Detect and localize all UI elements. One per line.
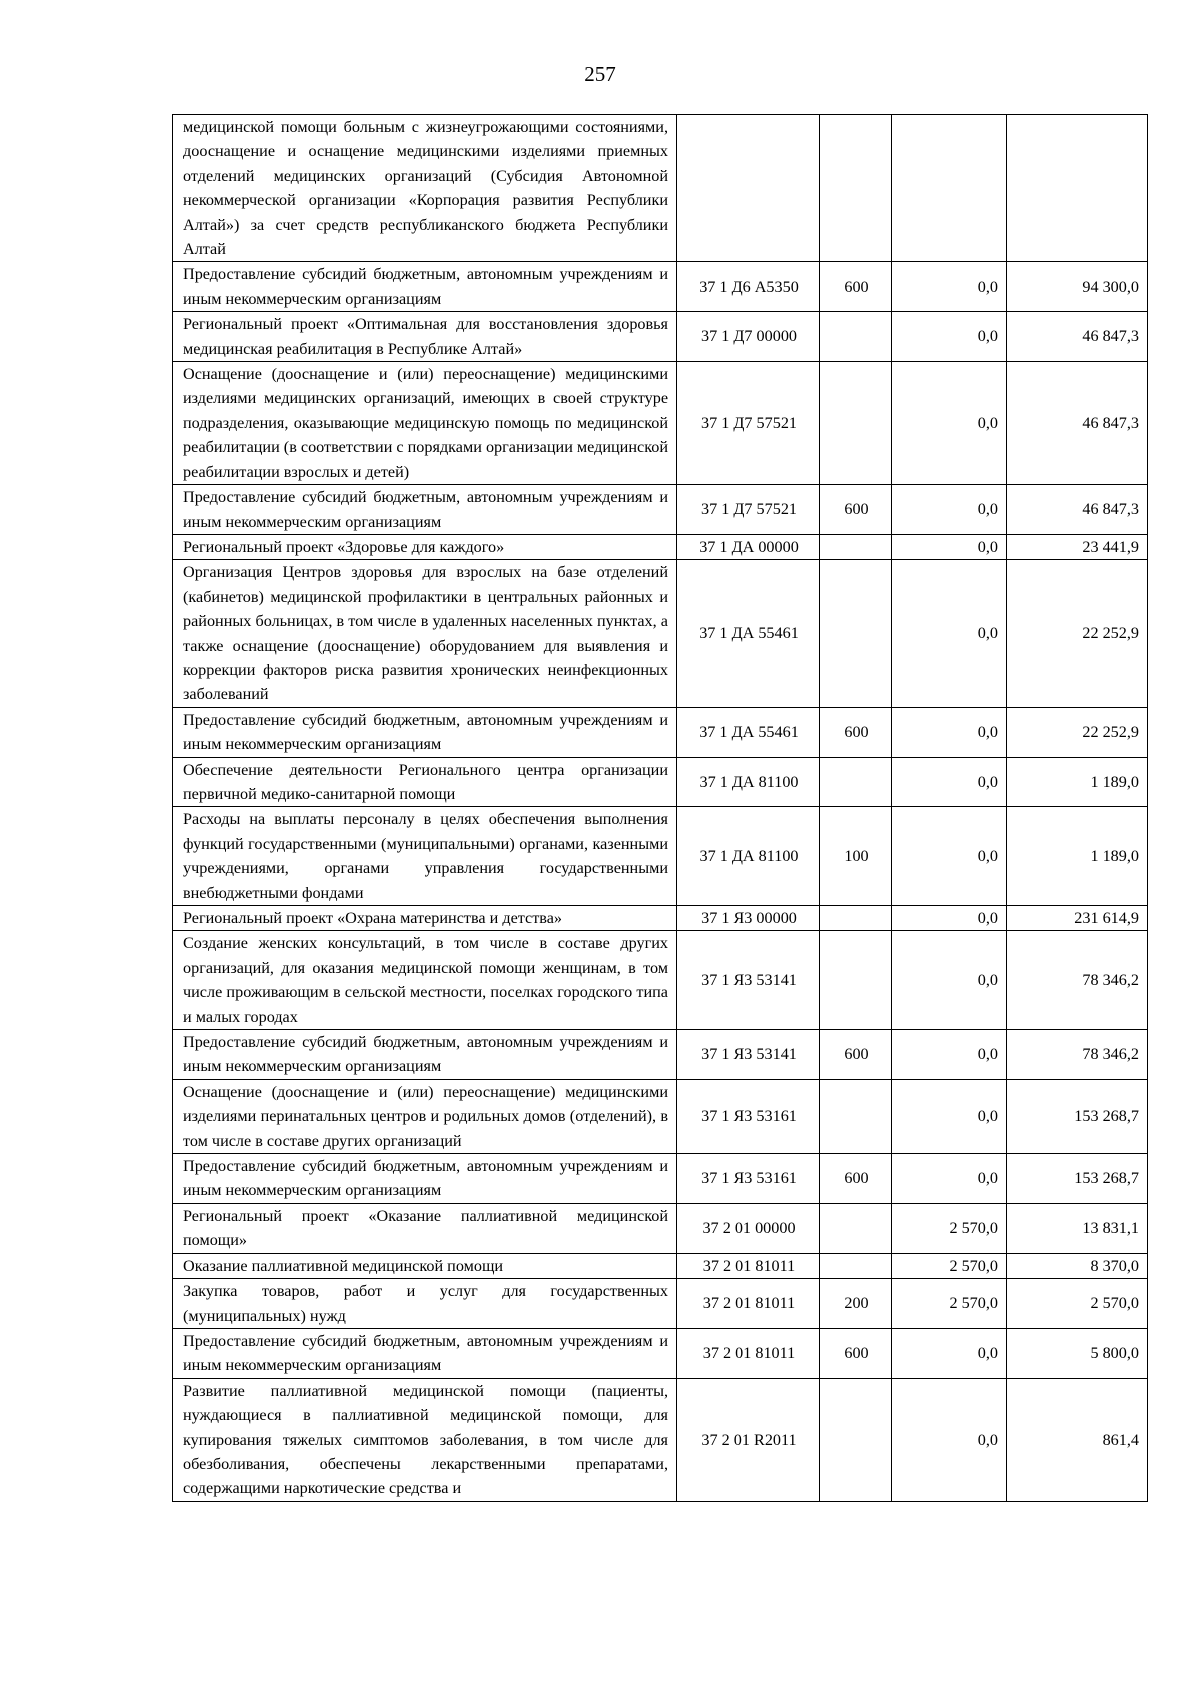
table-row bbox=[173, 931, 1148, 1030]
row-amount-1-cell: 2 570,0 bbox=[892, 1203, 1007, 1253]
row-amount-1-cell: 0,0 bbox=[892, 931, 1007, 1030]
row-name-cell: Региональный проект «Оказание паллиативной медицинской помощи» bbox=[173, 1203, 677, 1253]
row-expense-type-cell: 600 bbox=[820, 1030, 892, 1080]
row-name-cell: Оказание паллиативной медицинской помощи bbox=[173, 1253, 677, 1278]
row-name-cell: Создание женских консультаций, в том числе в составе других организаций, для оказания медицинской помощи женщинам, в том числе проживающим в сельской местности, поселках городского типа и малых городах bbox=[173, 931, 677, 1030]
row-amount-1-cell: 0,0 bbox=[892, 262, 1007, 312]
row-amount-1-cell: 2 570,0 bbox=[892, 1253, 1007, 1278]
row-code-cell: 37 1 Д6 А5350 bbox=[677, 262, 820, 312]
row-code-cell: 37 1 Я3 53161 bbox=[677, 1154, 820, 1204]
row-name-cell: Предоставление субсидий бюджетным, автономным учреждениям и иным некоммерческим организациям bbox=[173, 1030, 677, 1080]
row-expense-type-cell bbox=[820, 1253, 892, 1278]
row-amount-1-cell: 0,0 bbox=[892, 1328, 1007, 1378]
row-name-cell: Закупка товаров, работ и услуг для государственных (муниципальных) нужд bbox=[173, 1279, 677, 1329]
row-name-cell: Региональный проект «Оптимальная для восстановления здоровья медицинская реабилитация в Республике Алтай» bbox=[173, 312, 677, 362]
row-code-cell: 37 1 ДА 55461 bbox=[677, 560, 820, 707]
budget-table bbox=[172, 114, 1148, 1502]
table-row bbox=[173, 807, 1148, 906]
row-amount-2-cell: 5 800,0 bbox=[1007, 1328, 1148, 1378]
row-amount-1-cell: 2 570,0 bbox=[892, 1279, 1007, 1329]
row-amount-1-cell bbox=[892, 115, 1007, 262]
row-name-cell: Предоставление субсидий бюджетным, автономным учреждениям и иным некоммерческим организациям bbox=[173, 485, 677, 535]
table-row bbox=[173, 906, 1148, 931]
table-row bbox=[173, 757, 1148, 807]
row-amount-1-cell: 0,0 bbox=[892, 807, 1007, 906]
row-expense-type-cell: 600 bbox=[820, 1328, 892, 1378]
row-amount-2-cell: 23 441,9 bbox=[1007, 534, 1148, 559]
row-amount-2-cell: 1 189,0 bbox=[1007, 757, 1148, 807]
row-code-cell: 37 2 01 R2011 bbox=[677, 1378, 820, 1501]
row-amount-2-cell: 153 268,7 bbox=[1007, 1079, 1148, 1153]
row-expense-type-cell: 600 bbox=[820, 1154, 892, 1204]
row-code-cell: 37 1 Я3 53141 bbox=[677, 931, 820, 1030]
table-row bbox=[173, 707, 1148, 757]
row-amount-2-cell: 231 614,9 bbox=[1007, 906, 1148, 931]
row-amount-2-cell: 8 370,0 bbox=[1007, 1253, 1148, 1278]
row-code-cell: 37 1 Я3 00000 bbox=[677, 906, 820, 931]
row-amount-2-cell: 2 570,0 bbox=[1007, 1279, 1148, 1329]
table-row bbox=[173, 1378, 1148, 1501]
row-name-cell: Региональный проект «Охрана материнства и детства» bbox=[173, 906, 677, 931]
row-amount-1-cell: 0,0 bbox=[892, 1030, 1007, 1080]
row-amount-1-cell: 0,0 bbox=[892, 707, 1007, 757]
row-expense-type-cell bbox=[820, 906, 892, 931]
row-amount-2-cell: 78 346,2 bbox=[1007, 931, 1148, 1030]
table-row bbox=[173, 312, 1148, 362]
row-name-cell: Оснащение (дооснащение и (или) переоснащение) медицинскими изделиями перинатальных центров и родильных домов (отделений), в том числе в составе других организаций bbox=[173, 1079, 677, 1153]
row-code-cell: 37 2 01 81011 bbox=[677, 1328, 820, 1378]
row-amount-1-cell: 0,0 bbox=[892, 1378, 1007, 1501]
row-amount-2-cell: 1 189,0 bbox=[1007, 807, 1148, 906]
row-amount-2-cell: 46 847,3 bbox=[1007, 312, 1148, 362]
row-name-cell: Предоставление субсидий бюджетным, автономным учреждениям и иным некоммерческим организациям bbox=[173, 1328, 677, 1378]
row-amount-2-cell: 22 252,9 bbox=[1007, 560, 1148, 707]
row-code-cell: 37 1 ДА 81100 bbox=[677, 757, 820, 807]
row-expense-type-cell: 200 bbox=[820, 1279, 892, 1329]
row-amount-1-cell: 0,0 bbox=[892, 362, 1007, 485]
row-name-cell: Организация Центров здоровья для взрослых на базе отделений (кабинетов) медицинской профилактики в центральных районных и районных больницах, в том числе в удаленных населенных пунктах, а также оснащение (дооснащение) оборудованием для выявления и коррекции факторов риска развития хронических неинфекционных заболеваний bbox=[173, 560, 677, 707]
row-name-cell: Предоставление субсидий бюджетным, автономным учреждениям и иным некоммерческим организациям bbox=[173, 707, 677, 757]
row-expense-type-cell bbox=[820, 1079, 892, 1153]
row-expense-type-cell bbox=[820, 362, 892, 485]
table-row bbox=[173, 1030, 1148, 1080]
row-expense-type-cell: 600 bbox=[820, 262, 892, 312]
row-name-cell: Обеспечение деятельности Регионального центра организации первичной медико-санитарной помощи bbox=[173, 757, 677, 807]
row-code-cell: 37 2 01 81011 bbox=[677, 1253, 820, 1278]
table-row bbox=[173, 1154, 1148, 1204]
row-amount-2-cell: 153 268,7 bbox=[1007, 1154, 1148, 1204]
row-amount-1-cell: 0,0 bbox=[892, 1154, 1007, 1204]
row-amount-1-cell: 0,0 bbox=[892, 1079, 1007, 1153]
row-code-cell: 37 1 Д7 57521 bbox=[677, 485, 820, 535]
row-expense-type-cell bbox=[820, 560, 892, 707]
row-amount-2-cell: 46 847,3 bbox=[1007, 485, 1148, 535]
row-name-cell: медицинской помощи больным с жизнеугрожающими состояниями, дооснащение и оснащение медицинскими изделиями приемных отделений медицинских организаций (Субсидия Автономной некоммерческой организации «Корпорация развития Республики Алтай») за счет средств республиканского бюджета Республики Алтай bbox=[173, 115, 677, 262]
row-expense-type-cell bbox=[820, 534, 892, 559]
row-amount-2-cell: 22 252,9 bbox=[1007, 707, 1148, 757]
row-expense-type-cell: 600 bbox=[820, 707, 892, 757]
row-name-cell: Региональный проект «Здоровье для каждого» bbox=[173, 534, 677, 559]
budget-table-body bbox=[173, 115, 1148, 1502]
row-amount-1-cell: 0,0 bbox=[892, 534, 1007, 559]
row-name-cell: Оснащение (дооснащение и (или) переоснащение) медицинскими изделиями медицинских организаций, имеющих в своей структуре подразделения, оказывающие медицинскую помощь по медицинской реабилитации (в соответствии с порядками организации медицинской реабилитации взрослых и детей) bbox=[173, 362, 677, 485]
row-amount-1-cell: 0,0 bbox=[892, 312, 1007, 362]
table-row bbox=[173, 1253, 1148, 1278]
row-name-cell: Развитие паллиативной медицинской помощи (пациенты, нуждающиеся в паллиативной медицинской помощи, для купирования тяжелых симптомов заболевания, в том числе для обезболивания, обеспечены лекарственными препаратами, содержащими наркотические средства и bbox=[173, 1378, 677, 1501]
row-code-cell: 37 1 Д7 00000 bbox=[677, 312, 820, 362]
table-row bbox=[173, 115, 1148, 262]
row-code-cell: 37 1 ДА 55461 bbox=[677, 707, 820, 757]
row-expense-type-cell: 100 bbox=[820, 807, 892, 906]
row-expense-type-cell bbox=[820, 1203, 892, 1253]
table-row bbox=[173, 485, 1148, 535]
row-expense-type-cell bbox=[820, 931, 892, 1030]
table-row bbox=[173, 1328, 1148, 1378]
row-name-cell: Предоставление субсидий бюджетным, автономным учреждениям и иным некоммерческим организациям bbox=[173, 262, 677, 312]
row-code-cell: 37 2 01 81011 bbox=[677, 1279, 820, 1329]
row-code-cell bbox=[677, 115, 820, 262]
row-amount-1-cell: 0,0 bbox=[892, 485, 1007, 535]
table-row bbox=[173, 1279, 1148, 1329]
table-row bbox=[173, 362, 1148, 485]
row-amount-2-cell: 78 346,2 bbox=[1007, 1030, 1148, 1080]
row-code-cell: 37 1 ДА 00000 bbox=[677, 534, 820, 559]
row-expense-type-cell: 600 bbox=[820, 485, 892, 535]
page-number: 257 bbox=[584, 62, 616, 86]
row-expense-type-cell bbox=[820, 757, 892, 807]
row-code-cell: 37 1 Я3 53161 bbox=[677, 1079, 820, 1153]
row-amount-2-cell bbox=[1007, 115, 1148, 262]
table-row bbox=[173, 534, 1148, 559]
row-amount-2-cell: 13 831,1 bbox=[1007, 1203, 1148, 1253]
row-name-cell: Предоставление субсидий бюджетным, автономным учреждениям и иным некоммерческим организациям bbox=[173, 1154, 677, 1204]
table-row bbox=[173, 262, 1148, 312]
row-code-cell: 37 1 Я3 53141 bbox=[677, 1030, 820, 1080]
row-amount-2-cell: 861,4 bbox=[1007, 1378, 1148, 1501]
row-amount-1-cell: 0,0 bbox=[892, 757, 1007, 807]
table-row bbox=[173, 560, 1148, 707]
row-expense-type-cell bbox=[820, 1378, 892, 1501]
row-amount-2-cell: 94 300,0 bbox=[1007, 262, 1148, 312]
row-code-cell: 37 1 ДА 81100 bbox=[677, 807, 820, 906]
row-expense-type-cell bbox=[820, 312, 892, 362]
row-code-cell: 37 1 Д7 57521 bbox=[677, 362, 820, 485]
row-name-cell: Расходы на выплаты персоналу в целях обеспечения выполнения функций государственными (муниципальными) органами, казенными учреждениями, органами управления государственными внебюджетными фондами bbox=[173, 807, 677, 906]
row-expense-type-cell bbox=[820, 115, 892, 262]
row-code-cell: 37 2 01 00000 bbox=[677, 1203, 820, 1253]
row-amount-2-cell: 46 847,3 bbox=[1007, 362, 1148, 485]
row-amount-1-cell: 0,0 bbox=[892, 906, 1007, 931]
row-amount-1-cell: 0,0 bbox=[892, 560, 1007, 707]
table-row bbox=[173, 1079, 1148, 1153]
table-row bbox=[173, 1203, 1148, 1253]
